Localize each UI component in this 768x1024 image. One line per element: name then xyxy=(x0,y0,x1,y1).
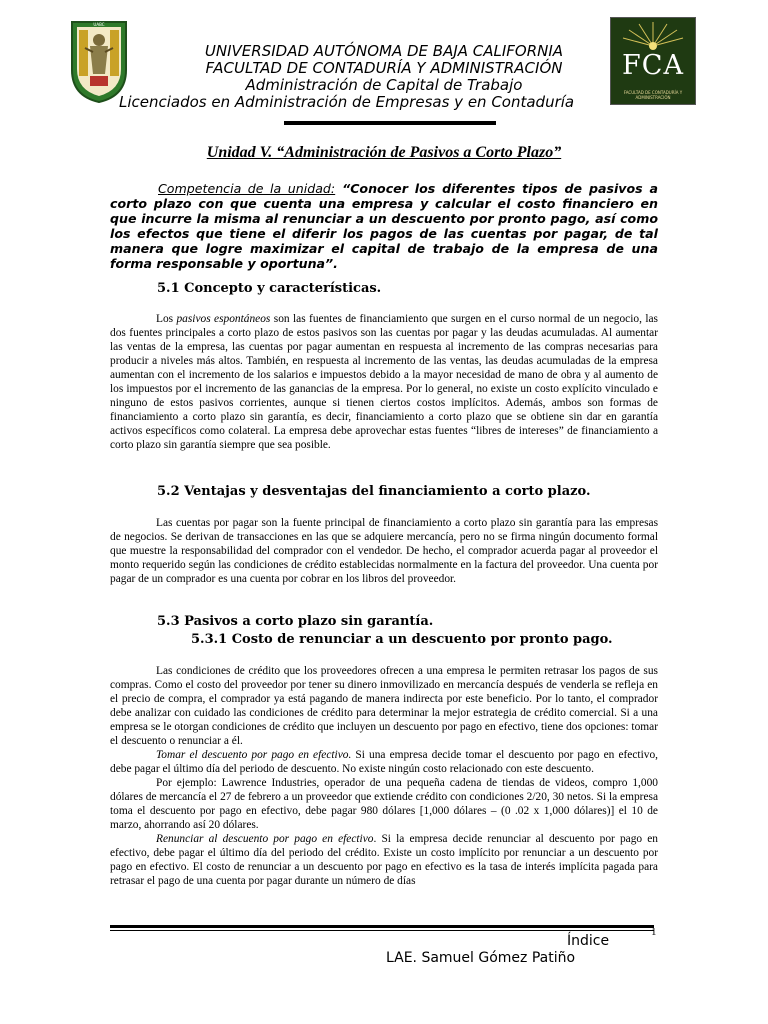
course-name: Administración de Capital de Trabajo xyxy=(245,76,523,94)
section-heading-5-3: 5.3 Pasivos a corto plazo sin garantía. xyxy=(157,614,434,629)
paragraph: Las condiciones de crédito que los proveedores ofrecen a una empresa le permiten retrasar los pagos de sus compras. Como el costo del proveedor por tener su dinero inmovilizado en mercancía después de venderla se refleja en el precio de compra, el comprador ya está pagando de manera indirecta por este beneficio. Por lo tanto, el comprador debe analizar con cuidado las condiciones de crédito para determinar la mejor estrategia de crédito comercial. Si a una empresa se le otorgan condiciones de crédito que incluyen un descuento por pago en efectivo, tiene dos opciones: tomar el descuento o renunciar a él. xyxy=(110,665,658,747)
page-number: 1 xyxy=(651,926,657,938)
program-name: Licenciados en Administración de Empresas y en Contaduría xyxy=(119,94,575,111)
section-heading-5-3-1: 5.3.1 Costo de renunciar a un descuento por pronto pago. xyxy=(191,632,613,647)
footer-divider-thick xyxy=(110,925,654,928)
term-pasivos-espontaneos: pasivos espontáneos xyxy=(176,313,271,325)
section-5-1-body: Los pasivos espontáneos son las fuentes de financiamiento que surgen en el curso normal de un negocio, las dos fuentes principales a corto plazo de estos pasivos son las cuentas por pagar y las deudas acumuladas. Al aumentar las ventas de la empresa, las cuentas por pagar aumentan en respuesta al incremento de las compras necesarias para producir a niveles más altos. También, en respuesta al incremento de las ventas, las deudas acumuladas de la empresa aumentan con el incremento de los salarios e impuestos debido a la mayor necesidad de mano de obra y al aumento de los impuestos por el incremento de las ganancias de la empresa. Por lo general, no existe un costo explícito vinculado e ninguno de estos pasivos corrientes, aunque si tienen ciertos costos implícitos. Además, ambos son formas de financiamiento a corto plazo sin garantía, es decir, financiamiento a corto plazo que se obtiene sin dar en garantía activos específicos como colateral. La empresa debe aprovechar estas fuentes “libres de intereses” de financiamiento a corto plazo sin garantía siempre que sea posible. xyxy=(110,313,658,451)
university-name: UNIVERSIDAD AUTÓNOMA DE BAJA CALIFORNIA xyxy=(204,42,564,60)
svg-text:UABC: UABC xyxy=(93,22,105,27)
section-5-2-body: Las cuentas por pagar son la fuente principal de financiamiento a corto plazo sin garantía para las empresas de negocios. Se derivan de transacciones en las que se adquiere mercancía, pero no se firma ningún documento formal que muestre la responsabilidad del comprador con el vendedor. De hecho, el comprador acuerda pagar al proveedor el monto requerido según las condiciones de crédito establecidas normalmente en la factura del proveedor. Una cuenta por pagar de un comprador es una cuenta por cobrar en los libros del proveedor. xyxy=(110,517,658,585)
section-heading-5-1: 5.1 Concepto y características. xyxy=(157,281,382,296)
paragraph: Por ejemplo: Lawrence Industries, operador de una pequeña cadena de tiendas de videos, compro 1,000 dólares de mercancía el 27 de febrero a un proveedor que extiende crédito con condiciones 2/20, 30 netos. Si la empresa toma el descuento por pago en efectivo, debe pagar 980 dólares [1,000 dólares – (0 .02 x 1,000 dólares)] el 10 de marzo, ahorrando así 20 dólares. xyxy=(110,777,658,831)
unit-competency xyxy=(110,181,658,271)
competency-text: “Conocer los diferentes tipos de pasivos a corto plazo con que cuenta una empresa y calcular el costo financiero en que incurre la misma al renunciar a un descuento por pronto pago, así como los efectos que tiene el diferir los pagos de las cuentas por pagar, de tal manera que logre maximizar el capital de trabajo de la empresa de una forma responsable y oportuna”. xyxy=(110,181,659,271)
unit-title: Unidad V. “Administración de Pasivos a Corto Plazo” xyxy=(206,144,562,161)
footer-divider-thin xyxy=(110,930,654,931)
index-link[interactable]: Índice xyxy=(567,933,610,949)
section-heading-5-2: 5.2 Ventajas y desventajas del financiamiento a corto plazo. xyxy=(157,484,591,499)
section-5-3-body xyxy=(110,664,658,888)
paragraph: Renunciar al descuento por pago en efectivo. Si la empresa decide renunciar al descuento por pago en efectivo, debe pagar el último día del periodo del crédito. Existe un costo implícito por renunciar a un descuento por pago en efectivo. El costo de renunciar a un descuento por pago en efectivo es la tasa de interés implícita pagada para retrasar el pago de una cuenta por pagar durante un número de días xyxy=(110,833,658,887)
fca-logo-text: FCA xyxy=(622,50,684,81)
author-name: LAE. Samuel Gómez Patiño xyxy=(386,950,576,966)
paragraph: Tomar el descuento por pago en efectivo. Si una empresa decide tomar el descuento por pago en efectivo, debe pagar el último día del periodo de descuento. No existe ningún costo relacionado con este descuento. xyxy=(110,749,658,775)
faculty-name: FACULTAD DE CONTADURÍA Y ADMINISTRACIÓN xyxy=(205,59,563,77)
competency-label: Competencia de la unidad: xyxy=(158,181,336,196)
fca-logo-subtitle: FACULTAD DE CONTADURÍA Y ADMINISTRACIÓN xyxy=(623,90,683,100)
header-divider xyxy=(284,121,496,125)
